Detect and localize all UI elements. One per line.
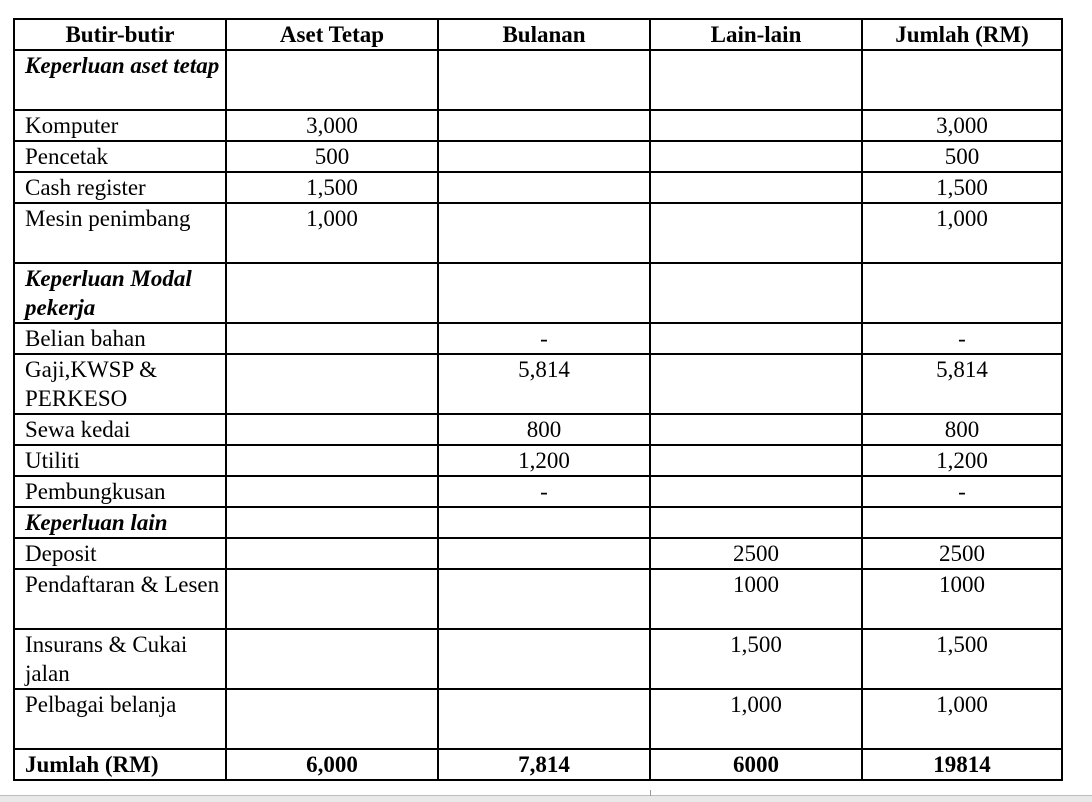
table-row: [14, 538, 1062, 569]
page-bottom-tick: [650, 790, 651, 796]
cell-lain: 2500: [650, 538, 862, 569]
table-row: [14, 110, 1062, 141]
cell-lain: [650, 141, 862, 172]
cell-jumlah: 2500: [862, 538, 1062, 569]
cell-aset: [226, 50, 438, 110]
cell-jumlah: 1,500: [862, 172, 1062, 203]
cell-aset: [226, 569, 438, 629]
cell-lain: 1,000: [650, 689, 862, 749]
row-label: Komputer: [14, 110, 226, 141]
table-row: [14, 414, 1062, 445]
cell-jumlah: 3,000: [862, 110, 1062, 141]
row-label: Pembungkusan: [14, 476, 226, 507]
header-lain-lain: Lain-lain: [650, 19, 862, 50]
cell-jumlah: 1,000: [862, 203, 1062, 263]
cell-jumlah: 1,500: [862, 629, 1062, 689]
header-row: [14, 19, 1062, 50]
cell-aset: [226, 476, 438, 507]
cell-aset: 500: [226, 141, 438, 172]
row-label: Pencetak: [14, 141, 226, 172]
cell-jumlah: [862, 507, 1062, 538]
table-row: [14, 476, 1062, 507]
cell-bulanan: [438, 263, 650, 323]
row-label: Keperluan lain: [14, 507, 226, 538]
cell-jumlah: 5,814: [862, 354, 1062, 414]
row-label: Belian bahan: [14, 323, 226, 354]
row-label: Pendaftaran & Lesen: [14, 569, 226, 629]
cell-aset: [226, 445, 438, 476]
cell-aset: 3,000: [226, 110, 438, 141]
cell-bulanan: [438, 689, 650, 749]
table-row: [14, 354, 1062, 414]
budget-table: [13, 18, 1063, 781]
table-row: [14, 172, 1062, 203]
cell-bulanan: [438, 507, 650, 538]
row-label: Keperluan aset tetap: [14, 50, 226, 110]
cell-bulanan: [438, 110, 650, 141]
cell-jumlah: 500: [862, 141, 1062, 172]
row-label: Insurans & Cukai jalan: [14, 629, 226, 689]
table-row: [14, 569, 1062, 629]
header-aset-tetap: Aset Tetap: [226, 19, 438, 50]
table-row: [14, 629, 1062, 689]
cell-lain: [650, 445, 862, 476]
table-row: [14, 203, 1062, 263]
cell-lain: [650, 414, 862, 445]
row-label: Deposit: [14, 538, 226, 569]
cell-aset: 1,000: [226, 203, 438, 263]
cell-lain: [650, 354, 862, 414]
cell-jumlah: 800: [862, 414, 1062, 445]
cell-bulanan: 1,200: [438, 445, 650, 476]
cell-bulanan: -: [438, 323, 650, 354]
header-jumlah: Jumlah (RM): [862, 19, 1062, 50]
cell-jumlah: [862, 50, 1062, 110]
cell-lain: [650, 50, 862, 110]
section-row: [14, 263, 1062, 323]
cell-aset: [226, 507, 438, 538]
total-aset: 6,000: [226, 749, 438, 780]
cell-jumlah: 1000: [862, 569, 1062, 629]
cell-aset: [226, 629, 438, 689]
total-label: Jumlah (RM): [14, 749, 226, 780]
cell-bulanan: 800: [438, 414, 650, 445]
cell-bulanan: [438, 569, 650, 629]
cell-bulanan: [438, 538, 650, 569]
cell-lain: [650, 323, 862, 354]
cell-aset: [226, 354, 438, 414]
section-row: [14, 507, 1062, 538]
cell-bulanan: [438, 50, 650, 110]
cell-jumlah: -: [862, 323, 1062, 354]
cell-lain: [650, 172, 862, 203]
cell-jumlah: 1,000: [862, 689, 1062, 749]
cell-aset: [226, 323, 438, 354]
table-row: [14, 689, 1062, 749]
row-label: Utiliti: [14, 445, 226, 476]
header-bulanan: Bulanan: [438, 19, 650, 50]
cell-bulanan: [438, 141, 650, 172]
cell-aset: 1,500: [226, 172, 438, 203]
cell-bulanan: -: [438, 476, 650, 507]
cell-bulanan: [438, 172, 650, 203]
cell-bulanan: 5,814: [438, 354, 650, 414]
cell-bulanan: [438, 203, 650, 263]
table-row: [14, 323, 1062, 354]
header-butir: Butir-butir: [14, 19, 226, 50]
cell-bulanan: [438, 629, 650, 689]
table-row: [14, 141, 1062, 172]
cell-lain: [650, 263, 862, 323]
row-label: Mesin penimbang: [14, 203, 226, 263]
section-row: [14, 50, 1062, 110]
cell-lain: 1,500: [650, 629, 862, 689]
row-label: Sewa kedai: [14, 414, 226, 445]
table-row: [14, 445, 1062, 476]
total-jumlah: 19814: [862, 749, 1062, 780]
cell-lain: [650, 507, 862, 538]
cell-aset: [226, 689, 438, 749]
total-bulanan: 7,814: [438, 749, 650, 780]
row-label: Keperluan Modal pekerja: [14, 263, 226, 323]
cell-jumlah: -: [862, 476, 1062, 507]
cell-jumlah: 1,200: [862, 445, 1062, 476]
cell-lain: 1000: [650, 569, 862, 629]
cell-jumlah: [862, 263, 1062, 323]
row-label: Pelbagai belanja: [14, 689, 226, 749]
cell-lain: [650, 203, 862, 263]
cell-lain: [650, 476, 862, 507]
cell-aset: [226, 538, 438, 569]
row-label: Cash register: [14, 172, 226, 203]
cell-lain: [650, 110, 862, 141]
total-row: [14, 749, 1062, 780]
cell-aset: [226, 263, 438, 323]
total-lain: 6000: [650, 749, 862, 780]
cell-aset: [226, 414, 438, 445]
row-label: Gaji,KWSP & PERKESO: [14, 354, 226, 414]
